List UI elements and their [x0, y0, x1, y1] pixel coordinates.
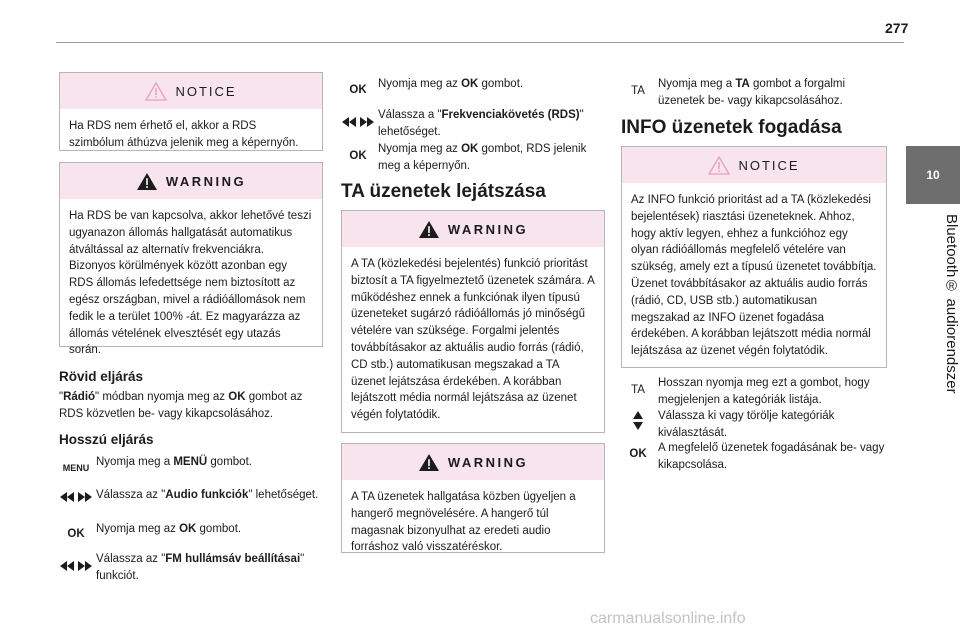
ok-button-icon: OK [349, 84, 367, 96]
left-right-arrows-icon [341, 117, 375, 127]
notice-text: Ha RDS nem érhető el, akkor a RDS szimbólum áthúzva jelenik meg a képernyőn. [69, 120, 299, 149]
step-text: Hosszan nyomja meg ezt a gombot, hogy megjelenjen a kategóriák listája. [658, 377, 870, 406]
warning-text: Ha RDS be van kapcsolva, akkor lehetővé teszi ugyanazon állomás hallgatását automatikus átváltással az alternatív frekvenciákra. Bizonyos körülmények között azonban egy RDS állomás lefedettsége nem biztosított az egész országban, mivel a rádióállomások nem fedik le a terület 100% -át. Ez magyarázza az állomás vételének elvesztését egy utazás során. [69, 210, 312, 357]
ok-button-icon: OK [349, 150, 367, 162]
step-fm-settings [59, 551, 323, 585]
notice-title: NOTICE [175, 83, 237, 99]
notice-box [621, 146, 887, 368]
step-ok [59, 521, 323, 555]
left-right-arrows-icon [59, 492, 93, 502]
step-text: Nyomja meg az OK gombot. [96, 523, 242, 535]
step-text: Válassza az "FM hullámsáv beállításai" funkciót. [96, 553, 305, 582]
warning-box [59, 162, 323, 357]
step-text: Válassza a "Frekvenciakövetés (RDS)" lehetőséget. [378, 109, 584, 138]
ta-button-icon: TA [631, 384, 645, 396]
chapter-number: 10 [906, 146, 960, 204]
step-text: Nyomja meg a MENÜ gombot. [96, 456, 252, 468]
step-rds [341, 107, 605, 141]
short-procedure-text: "Rádió" módban nyomja meg az OK gombot az RDS közvetlen be- vagy kikapcsolásához. [59, 391, 303, 420]
page-number: 277 [885, 20, 909, 36]
warning-text: A TA (közlekedési bejelentés) funkció prioritást biztosít a TA figyelmeztető üzenetek számára. A működéshez ennek a funkciónak ilyen típusú üzeneteket sugárzó rádióállomás jó minőségű vételére van szüksége. Forgalmi jelentés továbbításakor az aktuális audio forrás (rádió, CD stb.) automatikusan megszakad a TA üzenet lejátszása érdekében. A korábban lejátszott média normál lejátszása az üzenet végén folytatódik. [351, 258, 595, 422]
warning-title: WARNING [165, 173, 247, 189]
notice-title: NOTICE [738, 157, 800, 173]
chapter-title: Bluetooth® audiorendszer [943, 214, 960, 394]
long-procedure-heading: Hosszú eljárás [59, 432, 154, 447]
ok-button-icon: OK [629, 448, 647, 460]
step-ok [341, 76, 605, 110]
warning-title: WARNING [447, 221, 529, 237]
short-procedure-heading: Rövid eljárás [59, 369, 144, 384]
notice-triangle-icon [708, 156, 730, 175]
step-text: Nyomja meg az OK gombot, RDS jelenik meg a képernyőn. [378, 143, 587, 172]
step-ok-toggle [621, 440, 887, 474]
step-ta [621, 76, 887, 110]
step-ta-long-press [621, 375, 887, 409]
step-text: A megfelelő üzenetek fogadásának be- vagy kikapcsolása. [658, 442, 885, 471]
warning-header [342, 211, 604, 247]
warning-header [60, 163, 322, 199]
step-select-category [621, 408, 887, 442]
step-text: Nyomja meg a TA gombot a forgalmi üzenetek be- vagy kikapcsolásához. [658, 78, 846, 107]
up-down-arrows-icon [621, 411, 655, 430]
step-menu [59, 454, 323, 488]
step-audio-functions [59, 487, 323, 521]
step-text: Nyomja meg az OK gombot. [378, 78, 524, 90]
header-divider [56, 42, 904, 43]
chapter-side-tab [906, 0, 960, 640]
ta-section-heading: TA üzenetek lejátszása [341, 181, 546, 202]
info-section-heading: INFO üzenetek fogadása [621, 117, 842, 138]
warning-box [341, 443, 605, 553]
ok-button-icon: OK [67, 528, 85, 540]
warning-header [342, 444, 604, 480]
step-text: Válassza ki vagy törölje kategóriák kiválasztását. [658, 410, 835, 439]
warning-text: A TA üzenetek hallgatása közben ügyeljen a hangerő megnövelésére. A hangerő túl magasnak bizonyulhat az eredeti audio forráshoz való visszatéréskor. [351, 491, 576, 554]
notice-header [622, 147, 886, 183]
warning-title: WARNING [447, 454, 529, 470]
notice-text: Az INFO funkció prioritást ad a TA (közlekedési bejelentések) riasztási üzeneteknek. Ahhoz, hogy aktív legyen, ehhez a funkcióhoz egy olyan rádióállomás megfelelő vételére van szükség, amely ezt a típusú üzenetet továbbítja. Üzenet továbbításakor az aktuális audio forrás (rádió, CD, USB stb.) automatikusan megszakad az INFO üzenet fogadása érdekében. A korábban lejátszott média normál lejátszása az üzenet végén folytatódik. [631, 194, 877, 358]
notice-header [60, 73, 322, 109]
step-text: Válassza az "Audio funkciók" lehetőséget. [96, 489, 319, 501]
left-right-arrows-icon [59, 561, 93, 571]
step-ok-rds [341, 141, 605, 175]
menu-button-icon: MENU [62, 463, 90, 473]
notice-triangle-icon [145, 82, 167, 101]
notice-box [59, 72, 323, 151]
warning-triangle-icon [418, 453, 440, 472]
ta-button-icon: TA [631, 85, 645, 97]
warning-triangle-icon [136, 172, 158, 191]
watermark: carmanualsonline.info [590, 610, 746, 627]
warning-box [341, 210, 605, 433]
warning-triangle-icon [418, 220, 440, 239]
